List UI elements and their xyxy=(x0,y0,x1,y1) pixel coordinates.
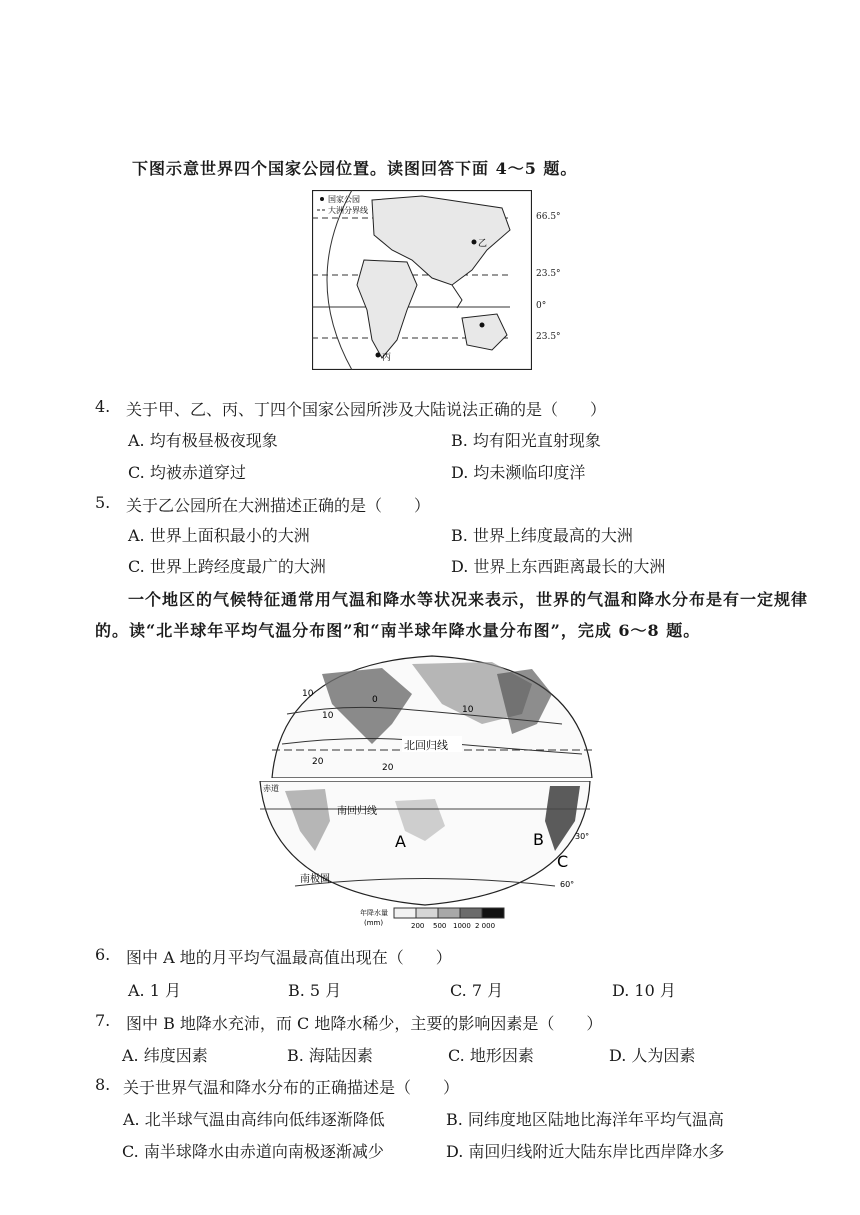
park-yi-label: 乙 xyxy=(478,239,488,249)
park-marker xyxy=(480,323,485,328)
question-number: 5. xyxy=(95,493,111,512)
isotherm-label: 10 xyxy=(322,711,334,721)
intro-text-2a: 一个地区的气候特征通常用气温和降水等状况来表示，世界的气温和降水分布是有一定规律 xyxy=(128,590,809,609)
legend-title: 年降水量 xyxy=(360,909,388,917)
tropic-capricorn-label: 南回归线 xyxy=(337,806,377,817)
intro-text-2b: 的。读“北半球年平均气温分布图”和“南半球年降水量分布图”，完成 6～8 题。 xyxy=(95,621,701,640)
park-bing-marker xyxy=(376,353,381,358)
legend-tick: 1000 xyxy=(453,922,471,930)
option-c: C. 地形因素 xyxy=(448,1046,534,1065)
question-number: 7. xyxy=(95,1011,111,1030)
option-d: D. 10 月 xyxy=(612,981,676,1000)
isotherm-label: 10 xyxy=(302,689,314,699)
tropic-cancer-label: 北回归线 xyxy=(404,739,448,752)
north-temperature-map xyxy=(262,654,602,778)
option-c: C. 均被赤道穿过 xyxy=(128,463,246,482)
option-a: A. 1 月 xyxy=(128,981,181,1000)
legend-boundary-label: 大洲分界线 xyxy=(328,206,368,215)
option-b: B. 5 月 xyxy=(288,981,342,1000)
lat-label-66: 66.5° xyxy=(536,212,561,222)
question-stem: 图中 B 地降水充沛，而 C 地降水稀少，主要的影响因素是（ ） xyxy=(126,1014,603,1033)
lat-label-23n: 23.5° xyxy=(536,269,561,279)
antarctic-circle-label: 南极圈 xyxy=(300,874,330,885)
lat-60-label: 60° xyxy=(560,880,575,889)
point-a-label: A xyxy=(395,832,406,851)
point-c-label: C xyxy=(557,852,569,871)
option-c: C. 7 月 xyxy=(450,981,504,1000)
option-d: D. 南回归线附近大陆东岸比西岸降水多 xyxy=(446,1142,725,1161)
lat-label-23s: 23.5° xyxy=(536,332,561,342)
option-d: D. 均未濒临印度洋 xyxy=(451,463,586,482)
legend-park-label: 国家公园 xyxy=(328,195,360,204)
option-c: C. 世界上跨经度最广的大洲 xyxy=(128,557,326,576)
isotherm-label: 0 xyxy=(372,695,378,705)
option-a: A. 均有极昼极夜现象 xyxy=(128,431,278,450)
legend-tick: 200 xyxy=(411,922,425,930)
option-b: B. 同纬度地区陆地比海洋年平均气温高 xyxy=(446,1110,724,1129)
option-b: B. 海陆因素 xyxy=(287,1046,373,1065)
option-a: A. 北半球气温由高纬向低纬逐渐降低 xyxy=(123,1110,385,1129)
question-stem: 关于乙公园所在大洲描述正确的是（ ） xyxy=(126,496,431,515)
question-stem: 图中 A 地的月平均气温最高值出现在（ ） xyxy=(126,948,452,967)
option-a: A. 纬度因素 xyxy=(122,1046,208,1065)
legend-unit: (mm) xyxy=(364,919,384,927)
lat-label-0: 0° xyxy=(536,301,547,311)
precipitation-legend xyxy=(358,906,518,936)
national-parks-map xyxy=(312,190,532,370)
option-b: B. 世界上纬度最高的大洲 xyxy=(451,526,633,545)
option-c: C. 南半球降水由赤道向南极逐渐减少 xyxy=(122,1142,384,1161)
equator-label: 赤道 xyxy=(263,784,279,793)
option-b: B. 均有阳光直射现象 xyxy=(451,431,601,450)
question-number: 8. xyxy=(95,1075,111,1094)
option-d: D. 人为因素 xyxy=(609,1046,696,1065)
isotherm-label: 10 xyxy=(462,705,474,715)
park-yi-marker xyxy=(472,240,477,245)
question-number: 4. xyxy=(95,397,111,416)
option-a: A. 世界上面积最小的大洲 xyxy=(128,526,310,545)
park-bing-label: 丙 xyxy=(382,353,392,363)
option-d: D. 世界上东西距离最长的大洲 xyxy=(451,557,666,576)
question-number: 6. xyxy=(95,945,111,964)
south-precipitation-map xyxy=(255,781,600,907)
intro-text-1: 下图示意世界四个国家公园位置。读图回答下面 4～5 题。 xyxy=(132,159,578,178)
lat-30-label: 30° xyxy=(575,832,590,841)
question-stem: 关于世界气温和降水分布的正确描述是（ ） xyxy=(123,1078,460,1097)
legend-tick: 500 xyxy=(433,922,447,930)
point-b-label: B xyxy=(533,830,544,849)
legend-tick: 2 000 xyxy=(475,922,496,930)
isotherm-label: 20 xyxy=(382,763,394,773)
isotherm-label: 20 xyxy=(312,757,324,767)
question-stem: 关于甲、乙、丙、丁四个国家公园所涉及大陆说法正确的是（ ） xyxy=(126,400,607,419)
